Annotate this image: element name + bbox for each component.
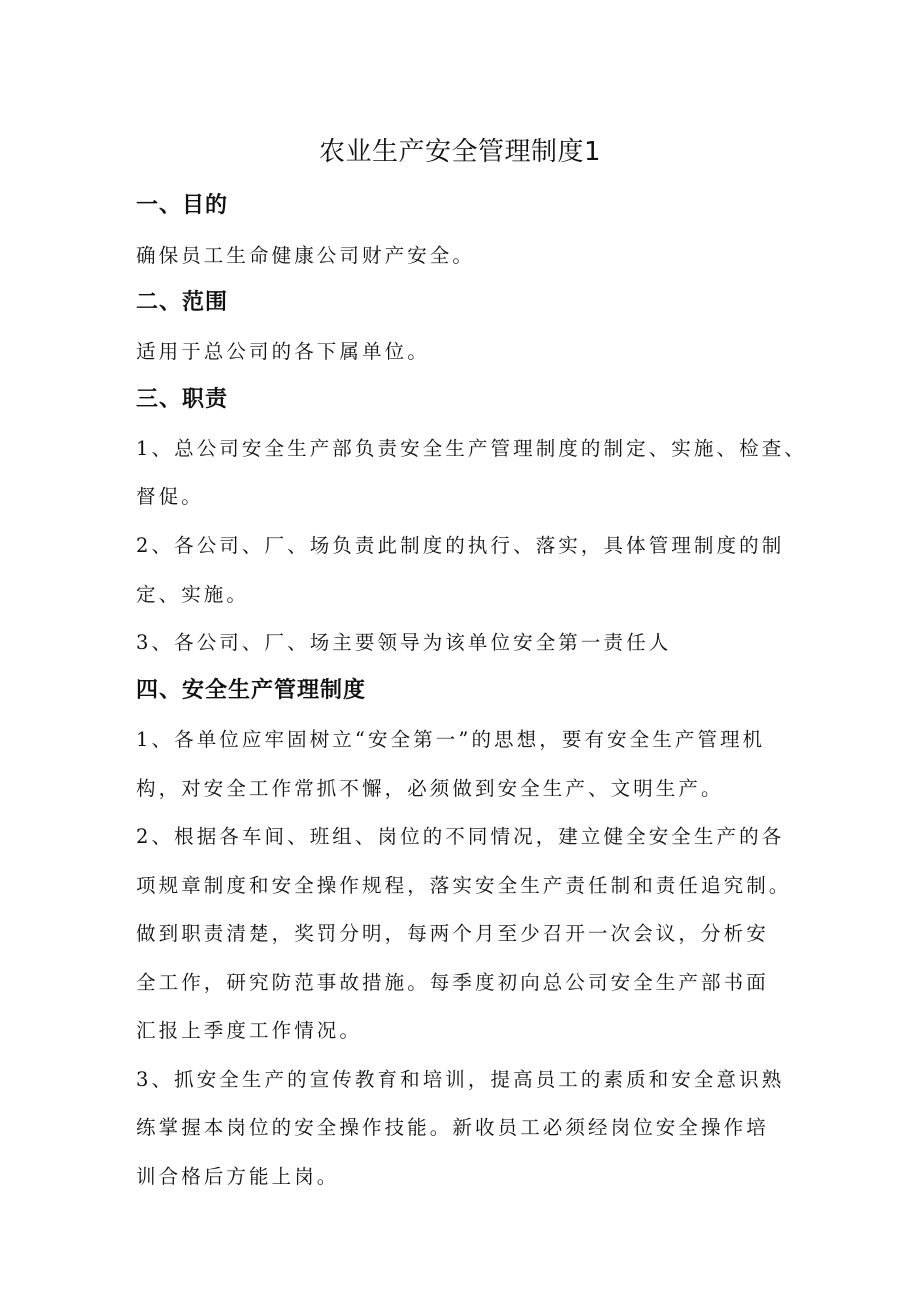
paragraph-line: 确保员工生命健康公司财产安全。 [136,244,476,267]
paragraph-line: 全工作，研究防范事故措施。每季度初向总公司安全生产部书面 [136,971,769,994]
paragraph-line: 适用于总公司的各下属单位。 [136,340,430,363]
paragraph-line: 1、总公司安全生产部负责安全生产管理制度的制定、实施、检查、 [136,437,807,460]
section-heading-scope: 二、范围 [136,290,229,315]
section-heading-purpose: 一、目的 [136,193,229,218]
section-heading-safety-rules: 四、安全生产管理制度 [136,678,367,703]
paragraph-line: 2、各公司、厂、场负责此制度的执行、落实，具体管理制度的制 [136,534,785,557]
paragraph-line: 项规章制度和安全操作规程，落实安全生产责任制和责任追究制。 [136,874,792,897]
paragraph-line: 练掌握本岗位的安全操作技能。新收员工必须经岗位安全操作培 [136,1116,769,1139]
paragraph-line: 3、抓安全生产的宣传教育和培训，提高员工的素质和安全意识熟 [136,1068,785,1091]
paragraph-line: 3、各公司、厂、场主要领导为该单位安全第一责任人 [136,631,672,654]
paragraph-line: 做到职责清楚，奖罚分明，每两个月至少召开一次会议，分析安 [136,922,769,945]
section-heading-responsibilities: 三、职责 [136,387,229,412]
paragraph-line: 训合格后方能上岗。 [136,1165,340,1188]
paragraph-line: 1、各单位应牢固树立“安全第一”的思想，要有安全生产管理机 [136,728,766,751]
paragraph-line: 汇报上季度工作情况。 [136,1019,363,1042]
document-title: 农业生产安全管理制度1 [318,137,602,167]
paragraph-line: 2、根据各车间、班组、岗位的不同情况，建立健全安全生产的各 [136,825,785,848]
paragraph-line: 督促。 [136,485,204,508]
paragraph-line: 定、实施。 [136,583,250,606]
paragraph-line: 构，对安全工作常抓不懈，必须做到安全生产、文明生产。 [136,777,724,800]
